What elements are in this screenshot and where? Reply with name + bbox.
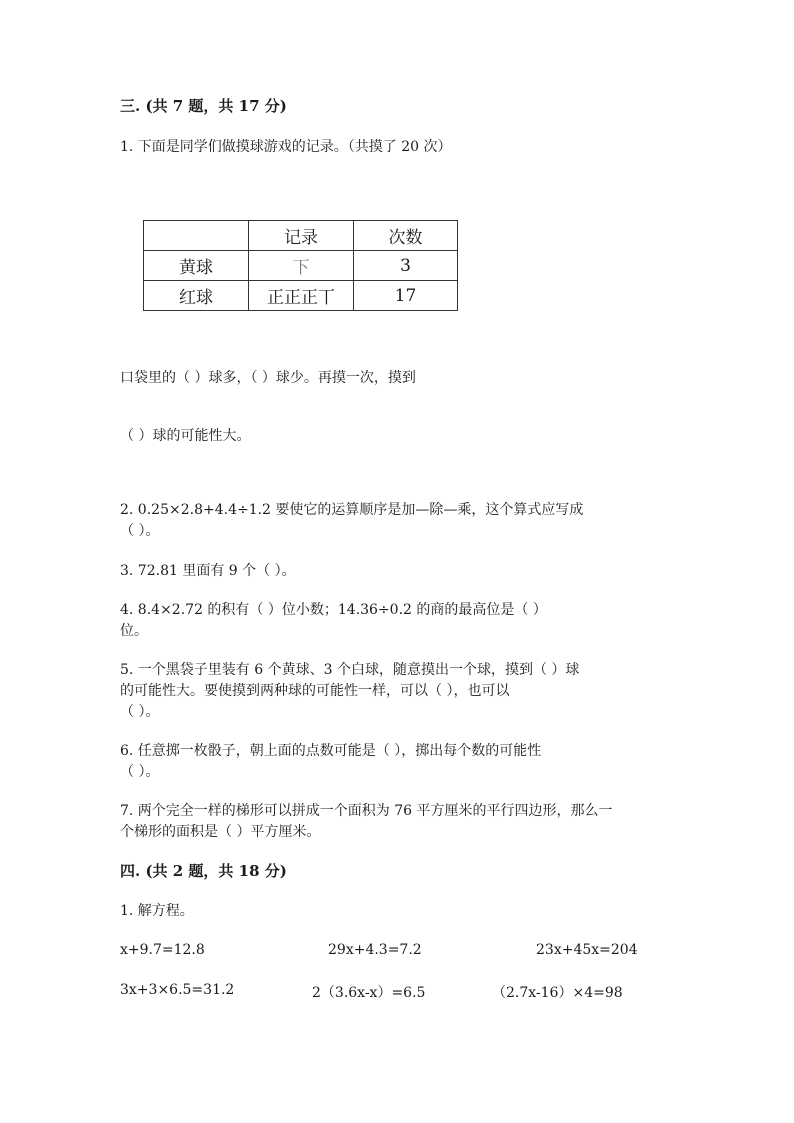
question-6-line-2: （ ）。 [120, 764, 160, 780]
question-2-line-1: 2. 0.25×2.8+4.4÷1.2 要使它的运算顺序是加—除—乘，这个算式应写成 [120, 502, 584, 518]
equation: 3x+3×6.5=31.2 [120, 982, 235, 998]
question-3: 3. 72.81 里面有 9 个（ ）。 [120, 563, 296, 579]
row-count: 17 [354, 281, 458, 311]
question-2-line-2: （ ）。 [120, 523, 160, 539]
row-label: 红球 [144, 281, 249, 311]
row-tally: 下 [249, 251, 354, 281]
question-1-stem: 1. 下面是同学们做摸球游戏的记录。（共摸了 20 次） [120, 139, 452, 155]
table-header-row [144, 221, 458, 251]
table-row [144, 281, 458, 311]
row-tally: 正正正丅 [249, 281, 354, 311]
equation: 23x+45x=204 [536, 942, 638, 958]
question-7-line-2: 个梯形的面积是（ ）平方厘米。 [120, 824, 321, 840]
equation: x+9.7=12.8 [120, 942, 205, 958]
table-header-cell [144, 221, 249, 251]
question-1-fill-line-1: 口袋里的（ ）球多，（ ）球少。再摸一次，摸到 [120, 370, 416, 386]
question-4-line-1: 4. 8.4×2.72 的积有（ ）位小数；14.36÷0.2 的商的最高位是（ ） [120, 602, 547, 618]
table-row [144, 251, 458, 281]
row-label: 黄球 [144, 251, 249, 281]
equation: 2（3.6x-x）=6.5 [312, 985, 426, 1001]
equation: 29x+4.3=7.2 [328, 942, 422, 958]
section-3-heading: 三. (共 7 题，共 17 分) [120, 97, 287, 115]
table-header-cell: 次数 [354, 221, 458, 251]
section-4-question-1-stem: 1. 解方程。 [120, 903, 194, 919]
question-1-fill-line-2: （ ）球的可能性大。 [120, 428, 251, 444]
question-4-line-2: 位。 [120, 623, 148, 639]
question-7-line-1: 7. 两个完全一样的梯形可以拼成一个面积为 76 平方厘米的平行四边形，那么一 [120, 803, 613, 819]
tally-table [143, 220, 458, 311]
question-5-line-2: 的可能性大。要使摸到两种球的可能性一样，可以（ ），也可以 [120, 683, 510, 699]
table-header-cell: 记录 [249, 221, 354, 251]
section-4-heading: 四. (共 2 题，共 18 分) [120, 862, 287, 880]
question-5-line-1: 5. 一个黑袋子里装有 6 个黄球、3 个白球，随意摸出一个球，摸到（ ）球 [120, 662, 580, 678]
row-count: 3 [354, 251, 458, 281]
question-5-line-3: （ ）。 [120, 704, 160, 720]
equation: （2.7x-16）×4=98 [492, 985, 623, 1001]
question-6-line-1: 6. 任意掷一枚骰子，朝上面的点数可能是（ ），掷出每个数的可能性 [120, 743, 542, 759]
